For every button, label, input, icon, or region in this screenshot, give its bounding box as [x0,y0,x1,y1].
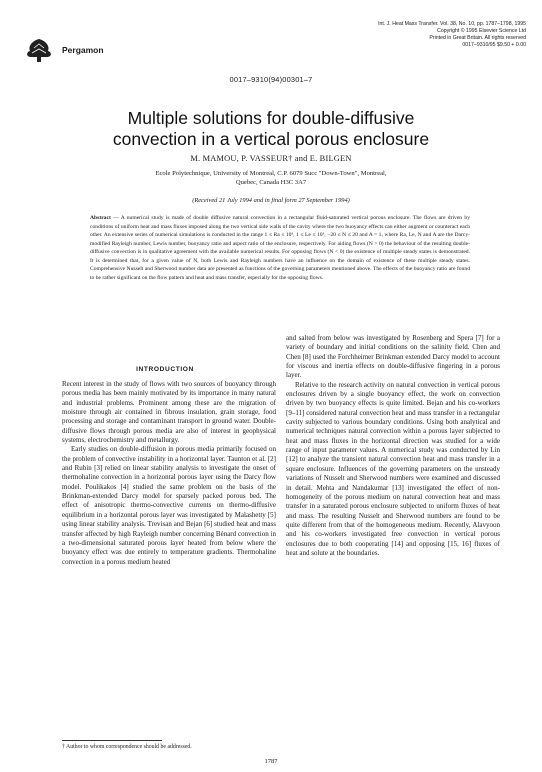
pergamon-tree-logo-icon [20,36,58,64]
title-line: Multiple solutions for double-diffusive [127,108,415,128]
left-column [62,380,276,567]
copyright-line: Copyright © 1995 Elsevier Science Ltd [437,28,526,35]
paragraph: Early studies on double-diffusion in porous media primarily focused on the problem of convective instability in a horizontal layer. Taunton et al. [2] and Rubin [3] relied on linear stability analysis to investigate the onset of thermohaline convection in a horizontal porous layer using the Darcy flow model. Poulikakos [4] studied the same problem on the basis of the Brinkman-extended Darcy model for sparsely packed porous bed. The effect of anisotropic thermo-convective currents on thermo-diffusive equilibrium in a horizontal porous layer was investigated by Malashetty [5] using linear stability analysis. Trevisan and Bejan [6] studied heat and mass transfer affected by high Rayleigh number concerning Bénard convection in a two-dimensional saturated porous layer heated from below where the buoyancy effect was due entirely to temperature gradients. Thermohaline convection in a porous medium heated [62,445,276,566]
affiliation [130,170,412,187]
footnote-rule [62,740,162,741]
abstract-text: — A numerical study is made of double diffusive natural convection in a rectangular fluid-saturated vertical porous enclosure. The flows are driven by conditions of uniform heat and mass fluxes imposed along the two vertical side walls of the cavity where the two buoyancy effects can either augment or counteract each other. An extensive series of numerical simulations is conducted in the range 1 ≤ Ra ≤ 10³, 1 ≤ Le ≤ 10³, −20 ≤ N ≤ 20 and A = 1, where Ra, Le, N and A are the Darcy-modified Rayleigh number, Lewis number, buoyancy ratio and aspect ratio of the enclosure, respectively. For aiding flows (N > 0) the behaviour of the resulting double-diffusive convection is in qualitative agreement with the available numerical results. For opposing flows (N < 0) the existence of multiple steady states is demonstrated. It is determined that, for a given value of N, both Lewis and Rayleigh numbers have an influence on the domain of existence of these multiple steady states. Comprehensive Nusselt and Sherwood number data are presented as functions of the governing parameters mentioned above. The effects of the buoyancy ratio are found to be rather significant on the flow pattern and heat and mass transfer, especially for the opposing flows. [90,215,470,281]
journal-info [306,21,526,49]
journal-citation: Int. J. Heat Mass Transfer. Vol. 38, No. 10, pp. 1787–1798, 1995 [378,21,526,27]
page-number: 1787 [264,758,278,765]
title-line: convection in a vertical porous enclosure [112,129,430,149]
paper-title [30,108,512,150]
received-dates: (Received 21 July 1994 and in final form 27 September 1994) [192,197,350,204]
right-column [286,334,500,558]
printed-line: Printed in Great Britain. All rights reserved [429,35,526,42]
section-heading: INTRODUCTION [136,366,194,373]
abstract-label: Abstract [90,215,111,221]
footnote: † Author to whom correspondence should be addressed. [62,744,192,750]
authors: M. MAMOU, P. VASSEUR† and E. BILGEN [190,154,352,163]
paragraph: Relative to the research activity on natural convection in vertical porous enclosures driven by a single buoyancy effect, the work on convection driven by two buoyancy effects is quite limited. Bejan and his co-workers [9–11] considered natural convection heat and mass transfer in a rectangular cavity subjected to various boundary conditions. Using both analytical and numerical techniques natural convection within a porous layer subjected to heat and mass fluxes in the horizontal direction was studied for a wide range of input parameter values. A numerical study was conducted by Lin [12] to analyze the transient natural convection heat and mass transfer in a square enclosure. Influences of the governing parameters on the unsteady variations of Nusselt and Sherwood numbers were examined and discussed in detail. Mehta and Nandakumar [13] investigated the effect of non-homogeneity of the porous medium on natural convection heat and mass transfer in a saturated porous enclosure subjected to uniform fluxes of heat and mass. The resulting Nusselt and Sherwood numbers are found to be quite different from that of the homogeneous medium. Recently, Alavyoon and his co-workers investigated free convection in vertical porous enclosures due to both cooperating [14] and opposing [15, 16] fluxes of heat and solute at the boundaries. [286,380,500,557]
publisher-logo [20,36,130,64]
publisher-name: Pergamon [62,45,104,55]
paragraph: and salted from below was investigated by Rosenberg and Spera [7] for a variety of boundary and initial conditions on the salinity field. Chen and Chen [8] used the Forchheimer Brinkman extended Darcy model to account for viscous and inertia effects on double-diffusive fingering in a porous layer. [286,334,500,380]
affiliation-line: Ecole Polytechnique, University of Montreal, C.P. 6079 Succ "Down-Town", Montreal, [155,170,387,177]
paragraph: Recent interest in the study of flows with two sources of buoyancy through porous media has been mainly motivated by its importance in many natural and industrial problems. Prominent among these are the migration of moisture through air contained in fibrous insulation, grain storage, food processing and storage and contaminant transport in ground water. Double-diffusive flows through porous media are also of interest in geophysical systems, electrochemistry and metallurgy. [62,380,276,445]
price-line: 0017–9310/95 $9.50 + 0.00 [462,42,526,49]
abstract [90,214,470,282]
affiliation-line: Quebec, Canada H3C 3A7 [235,178,307,186]
pii-code: 0017–9310(94)00301–7 [229,75,313,84]
